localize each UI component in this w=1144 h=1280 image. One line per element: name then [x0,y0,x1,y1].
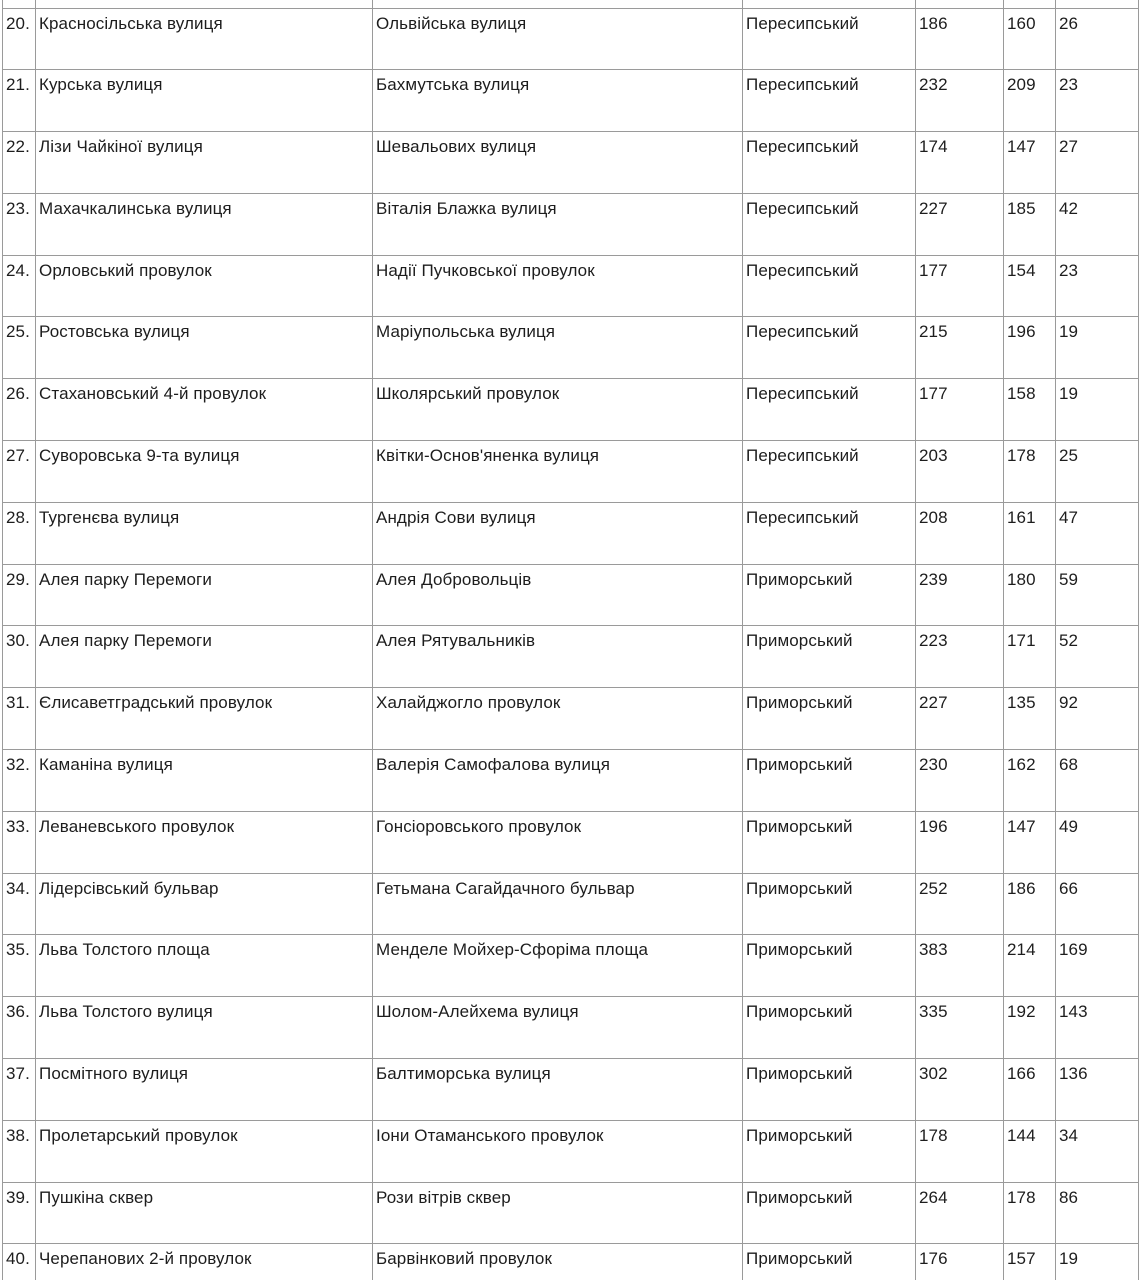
old-street-name-cell: Лізи Чайкіної вулиця [36,132,373,194]
table-row [3,750,1139,812]
district-cell: Приморський [743,935,916,997]
district-cell: Приморський [743,626,916,688]
district-cell: Пересипський [743,379,916,441]
row-number-cell: 39. [3,1182,36,1244]
table-row [3,70,1139,132]
new-street-name-cell: Балтиморська вулиця [373,1059,743,1121]
old-street-name-cell: Орловський провулок [36,255,373,317]
old-street-name-cell: Каманіна вулиця [36,750,373,812]
old-street-name-cell: Суворовська 9-та вулиця [36,441,373,503]
value-1-cell [916,0,1004,8]
new-street-name-cell: Маріупольська вулиця [373,317,743,379]
value-3-cell: 47 [1056,502,1139,564]
value-3-cell: 25 [1056,441,1139,503]
old-street-name-cell: Красносільська вулиця [36,8,373,70]
value-1-cell: 177 [916,379,1004,441]
value-1-cell: 227 [916,193,1004,255]
value-1-cell: 215 [916,317,1004,379]
value-2-cell: 135 [1004,688,1056,750]
district-cell: Приморський [743,811,916,873]
old-street-name-cell: Черепанових 2-й провулок [36,1244,373,1280]
value-3-cell: 92 [1056,688,1139,750]
table-row [3,1059,1139,1121]
value-2-cell: 178 [1004,1182,1056,1244]
new-street-name-cell: Шолом-Алейхема вулиця [373,997,743,1059]
value-3-cell: 23 [1056,70,1139,132]
value-2-cell: 171 [1004,626,1056,688]
old-street-name-cell: Алея парку Перемоги [36,626,373,688]
value-2-cell: 161 [1004,502,1056,564]
value-3-cell: 143 [1056,997,1139,1059]
value-2-cell: 196 [1004,317,1056,379]
value-3-cell: 59 [1056,564,1139,626]
value-3-cell: 42 [1056,193,1139,255]
value-2-cell: 144 [1004,1120,1056,1182]
value-2-cell [1004,0,1056,8]
district-cell: Пересипський [743,255,916,317]
value-3-cell: 27 [1056,132,1139,194]
old-street-name-cell [36,0,373,8]
district-cell: Приморський [743,1059,916,1121]
row-number-cell: 27. [3,441,36,503]
row-number-cell: 21. [3,70,36,132]
value-2-cell: 147 [1004,132,1056,194]
table-row [3,317,1139,379]
old-street-name-cell: Курська вулиця [36,70,373,132]
new-street-name-cell: Рози вітрів сквер [373,1182,743,1244]
value-1-cell: 232 [916,70,1004,132]
value-2-cell: 214 [1004,935,1056,997]
partial-row-top [3,0,1139,8]
table-row [3,1120,1139,1182]
street-rename-table [2,0,1139,1280]
table-row [3,193,1139,255]
value-1-cell: 177 [916,255,1004,317]
district-cell: Приморський [743,688,916,750]
value-3-cell: 19 [1056,379,1139,441]
table-row [3,811,1139,873]
value-3-cell: 68 [1056,750,1139,812]
new-street-name-cell: Шевальових вулиця [373,132,743,194]
value-1-cell: 176 [916,1244,1004,1280]
table-row [3,502,1139,564]
value-2-cell: 157 [1004,1244,1056,1280]
row-number-cell: 20. [3,8,36,70]
table-row [3,873,1139,935]
old-street-name-cell: Махачкалинська вулиця [36,193,373,255]
value-2-cell: 185 [1004,193,1056,255]
value-3-cell: 136 [1056,1059,1139,1121]
district-cell: Приморський [743,564,916,626]
value-3-cell: 23 [1056,255,1139,317]
old-street-name-cell: Льва Толстого площа [36,935,373,997]
district-cell: Пересипський [743,132,916,194]
value-1-cell: 239 [916,564,1004,626]
new-street-name-cell: Халайджогло провулок [373,688,743,750]
table-row [3,688,1139,750]
value-3-cell: 26 [1056,8,1139,70]
value-3-cell: 169 [1056,935,1139,997]
new-street-name-cell: Гонсіоровського провулок [373,811,743,873]
value-2-cell: 162 [1004,750,1056,812]
new-street-name-cell: Бахмутська вулиця [373,70,743,132]
table-row [3,1182,1139,1244]
new-street-name-cell [373,0,743,8]
new-street-name-cell: Надії Пучковської провулок [373,255,743,317]
row-number-cell: 37. [3,1059,36,1121]
district-cell: Приморський [743,997,916,1059]
value-1-cell: 335 [916,997,1004,1059]
table-row [3,379,1139,441]
value-2-cell: 180 [1004,564,1056,626]
district-cell: Приморський [743,750,916,812]
row-number-cell: 28. [3,502,36,564]
old-street-name-cell: Алея парку Перемоги [36,564,373,626]
value-2-cell: 186 [1004,873,1056,935]
row-number-cell: 22. [3,132,36,194]
district-cell: Пересипський [743,193,916,255]
district-cell [743,0,916,8]
district-cell: Приморський [743,1182,916,1244]
row-number-cell: 24. [3,255,36,317]
value-2-cell: 166 [1004,1059,1056,1121]
new-street-name-cell: Квітки-Основ'яненка вулиця [373,441,743,503]
old-street-name-cell: Леваневського провулок [36,811,373,873]
value-1-cell: 174 [916,132,1004,194]
value-3-cell: 52 [1056,626,1139,688]
value-1-cell: 383 [916,935,1004,997]
value-2-cell: 209 [1004,70,1056,132]
row-number-cell: 30. [3,626,36,688]
old-street-name-cell: Посмітного вулиця [36,1059,373,1121]
value-1-cell: 208 [916,502,1004,564]
row-number-cell: 40. [3,1244,36,1280]
value-3-cell: 86 [1056,1182,1139,1244]
row-number-cell: 23. [3,193,36,255]
new-street-name-cell: Гетьмана Сагайдачного бульвар [373,873,743,935]
row-number-cell: 38. [3,1120,36,1182]
new-street-name-cell: Алея Добровольців [373,564,743,626]
value-2-cell: 147 [1004,811,1056,873]
old-street-name-cell: Ростовська вулиця [36,317,373,379]
value-1-cell: 230 [916,750,1004,812]
district-cell: Пересипський [743,8,916,70]
table-row [3,997,1139,1059]
row-number-cell: 32. [3,750,36,812]
table-row [3,441,1139,503]
value-3-cell: 19 [1056,1244,1139,1280]
value-2-cell: 158 [1004,379,1056,441]
new-street-name-cell: Школярський провулок [373,379,743,441]
row-number-cell: 26. [3,379,36,441]
value-2-cell: 192 [1004,997,1056,1059]
district-cell: Приморський [743,873,916,935]
district-cell: Приморський [743,1120,916,1182]
new-street-name-cell: Алея Рятувальників [373,626,743,688]
value-3-cell: 34 [1056,1120,1139,1182]
new-street-name-cell: Менделе Мойхер-Сфоріма площа [373,935,743,997]
value-1-cell: 252 [916,873,1004,935]
value-1-cell: 186 [916,8,1004,70]
row-number-cell: 35. [3,935,36,997]
district-cell: Пересипський [743,502,916,564]
value-1-cell: 227 [916,688,1004,750]
old-street-name-cell: Тургенєва вулиця [36,502,373,564]
district-cell: Пересипський [743,317,916,379]
new-street-name-cell: Андрія Сови вулиця [373,502,743,564]
row-number-cell [3,0,36,8]
value-3-cell: 66 [1056,873,1139,935]
table-row [3,1244,1139,1280]
new-street-name-cell: Ольвійська вулиця [373,8,743,70]
table-row [3,255,1139,317]
old-street-name-cell: Лідерсівський бульвар [36,873,373,935]
table-row [3,626,1139,688]
row-number-cell: 33. [3,811,36,873]
value-2-cell: 154 [1004,255,1056,317]
old-street-name-cell: Єлисаветградський провулок [36,688,373,750]
row-number-cell: 25. [3,317,36,379]
old-street-name-cell: Пролетарський провулок [36,1120,373,1182]
new-street-name-cell: Валерія Самофалова вулиця [373,750,743,812]
old-street-name-cell: Стахановський 4-й провулок [36,379,373,441]
new-street-name-cell: Віталія Блажка вулиця [373,193,743,255]
district-cell: Приморський [743,1244,916,1280]
value-1-cell: 302 [916,1059,1004,1121]
value-1-cell: 264 [916,1182,1004,1244]
value-3-cell: 49 [1056,811,1139,873]
district-cell: Пересипський [743,441,916,503]
value-3-cell [1056,0,1139,8]
value-1-cell: 178 [916,1120,1004,1182]
value-2-cell: 178 [1004,441,1056,503]
row-number-cell: 31. [3,688,36,750]
new-street-name-cell: Барвінковий провулок [373,1244,743,1280]
table-row [3,935,1139,997]
row-number-cell: 36. [3,997,36,1059]
old-street-name-cell: Пушкіна сквер [36,1182,373,1244]
district-cell: Пересипський [743,70,916,132]
value-1-cell: 203 [916,441,1004,503]
new-street-name-cell: Іони Отаманського провулок [373,1120,743,1182]
row-number-cell: 29. [3,564,36,626]
row-number-cell: 34. [3,873,36,935]
table-row [3,8,1139,70]
value-2-cell: 160 [1004,8,1056,70]
table-row [3,564,1139,626]
table-row [3,132,1139,194]
value-3-cell: 19 [1056,317,1139,379]
value-1-cell: 223 [916,626,1004,688]
value-1-cell: 196 [916,811,1004,873]
old-street-name-cell: Льва Толстого вулиця [36,997,373,1059]
